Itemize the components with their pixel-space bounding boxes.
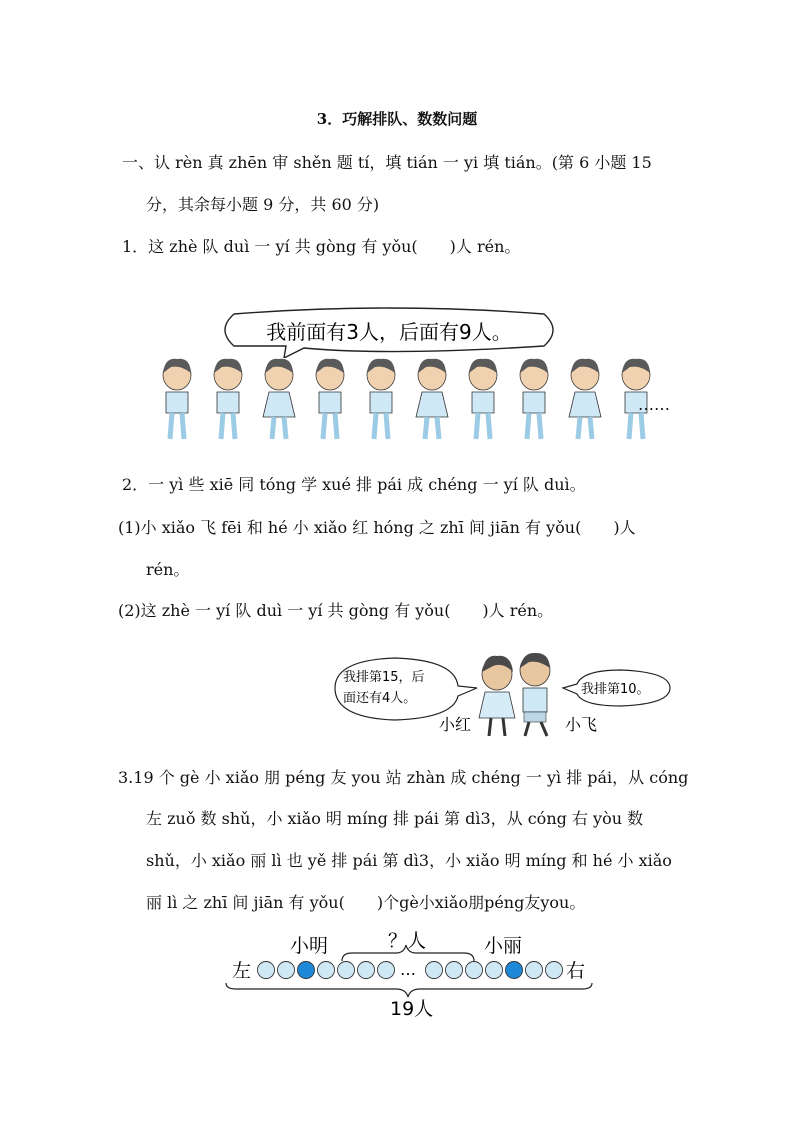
q1-bubble-text: 我前面有3人，后面有9人。 (266, 320, 512, 344)
child-circle (526, 962, 543, 979)
diagram-name-left: 小明 (290, 935, 329, 957)
child-circle (338, 962, 355, 979)
section-instruction-line2: 分，其余每小题 9 分，共 60 分) (146, 195, 380, 214)
diagram-left-label: 左 (232, 960, 252, 982)
q2-illustration (325, 648, 685, 743)
child-icon (469, 359, 497, 439)
diagram-ellipsis: … (400, 960, 416, 979)
question-1-text: 1．这 zhè 队 duì 一 yí 共 gòng 有 yǒu( )人 rén。 (122, 237, 521, 256)
child-icon (316, 359, 344, 439)
question-3-line2: 左 zuǒ 数 shǔ，小 xiǎo 明 míng 排 pái 第 dì3，从 cóng 右 yòu 数 (146, 809, 644, 828)
child-icon (569, 359, 601, 439)
q1-speech-bubble (214, 306, 564, 358)
bubble-left-line2: 面还有4人。 (343, 691, 417, 706)
page-title: 3．巧解排队、数数问题 (316, 110, 478, 128)
question-2-sub1-line2: rén。 (146, 560, 190, 579)
question-2-sub1-line1: (1)小 xiǎo 飞 fēi 和 hé 小 xiǎo 红 hóng 之 zhī 间 jiān 有 yǒu( )人 (118, 518, 636, 537)
bubble-left-line1: 我排第15，后 (343, 670, 425, 685)
child-circle (358, 962, 375, 979)
girl-icon (479, 656, 515, 736)
boy-icon (520, 653, 550, 736)
question-3-line4: 丽 lì 之 zhī 间 jiān 有 yǒu( )个gè小xiǎo朋péng友you。 (146, 893, 586, 912)
diagram-name-right: 小丽 (484, 935, 523, 957)
child-icon (163, 359, 191, 439)
xiaoming-circle (298, 962, 315, 979)
diagram-total: 19人 (390, 998, 434, 1020)
question-3-line1: 3.19 个 gè 小 xiǎo 朋 péng 友 you 站 zhàn 成 chéng 一 yì 排 pái，从 cóng (118, 768, 689, 787)
child-circle (426, 962, 443, 979)
q1-children-row (155, 355, 655, 450)
bubble-right-text: 我排第10。 (581, 682, 650, 697)
child-icon (263, 359, 295, 439)
question-2-sub2: (2)这 zhè 一 yí 队 duì 一 yí 共 gòng 有 yǒu( )人 rén。 (118, 601, 554, 620)
section-instruction-line1: 一、认 rèn 真 zhēn 审 shěn 题 tí，填 tián 一 yi 填 tián。(第 6 小题 15 (122, 153, 652, 172)
children-illustration (155, 355, 655, 450)
child-circle (378, 962, 395, 979)
child-circle (546, 962, 563, 979)
question-2-text: 2．一 yì 些 xiē 同 tóng 学 xué 排 pái 成 chéng 一 yí 队 duì。 (122, 475, 586, 494)
child-circle (446, 962, 463, 979)
child-circle (486, 962, 503, 979)
xiaoli-circle (506, 962, 523, 979)
child-circle (278, 962, 295, 979)
child-circle (258, 962, 275, 979)
name-xiaohong: 小红 (439, 715, 472, 734)
diagram-right-label: 右 (566, 960, 586, 982)
child-icon (367, 359, 395, 439)
q1-ellipsis: …… (638, 395, 670, 414)
name-xiaofei: 小飞 (565, 715, 598, 734)
child-circle (466, 962, 483, 979)
diagram-question: ？人 (388, 930, 427, 952)
child-icon (416, 359, 448, 439)
question-3-line3: shǔ，小 xiǎo 丽 lì 也 yě 排 pái 第 dì3，小 xiǎo 明 míng 和 hé 小 xiǎo (146, 851, 672, 870)
child-icon (520, 359, 548, 439)
q3-diagram (220, 925, 600, 1020)
child-circle (318, 962, 335, 979)
bubble-left (335, 658, 477, 720)
bottom-brace (226, 983, 592, 997)
child-icon (214, 359, 242, 439)
